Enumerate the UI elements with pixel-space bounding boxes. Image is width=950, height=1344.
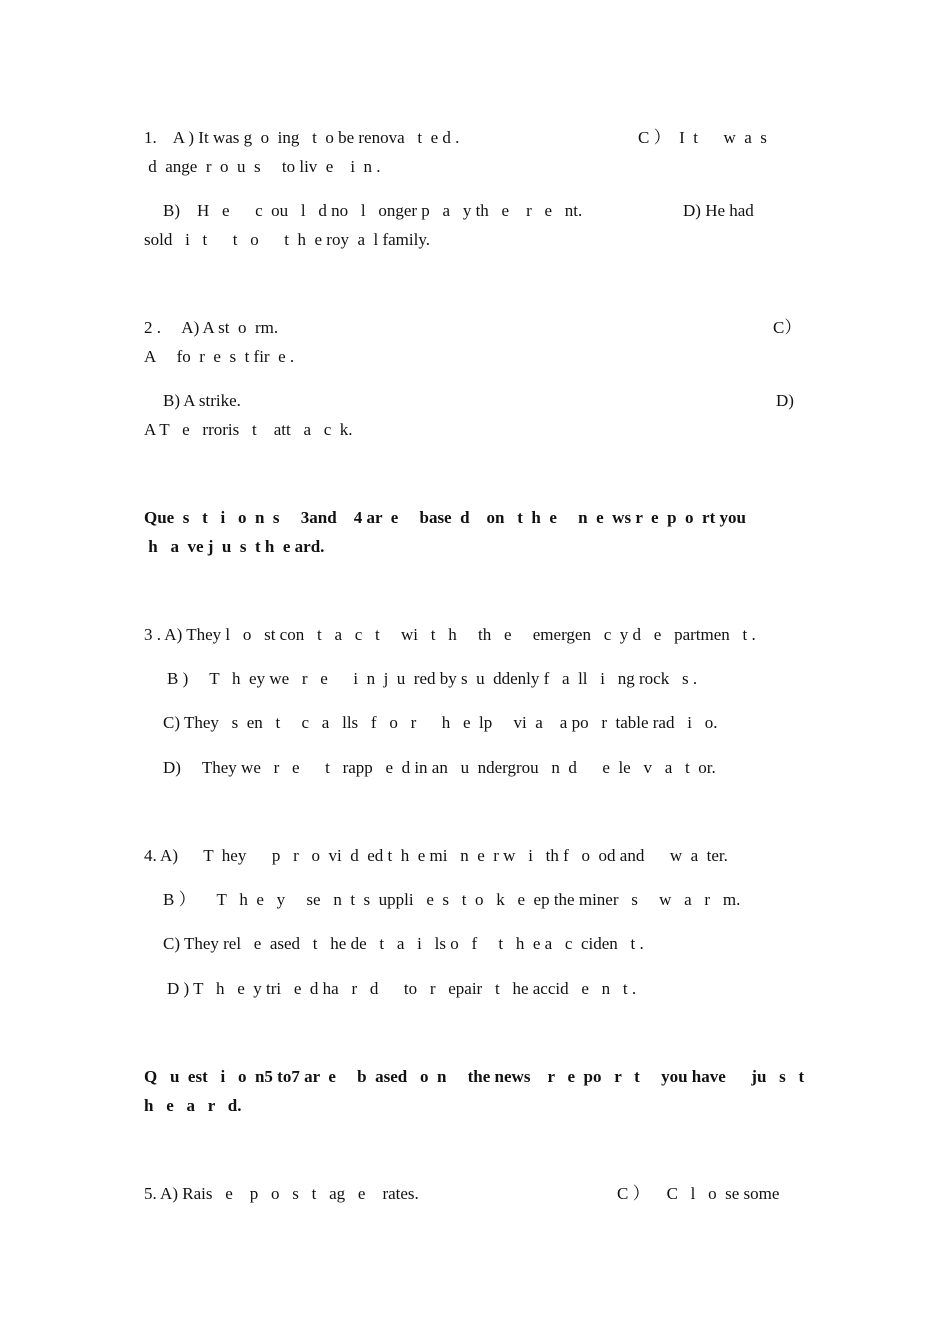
section-heading-q5-7: Q u est i o n5 to7 ar e b ased o n the news r e po r t you have ju s t [144, 1067, 805, 1086]
q1-option-c-cont: d ange r o u s to liv e i n . [144, 157, 381, 176]
q4-option-c: C) They rel e ased t he de t a i ls o f t h e a c ciden t . [163, 934, 644, 953]
q2-option-d-label: D) [776, 391, 794, 410]
q5-option-c: C ） C l o se some [617, 1184, 780, 1203]
q1-option-c: C ） I t w a s [638, 128, 767, 147]
q3-option-b: B ) T h ey we r e i n j u red by s u ddenly f a ll i ng rock s . [167, 669, 698, 688]
q4-option-d: D ) T h e y tri e d ha r d to r epair t he accid e n t . [167, 979, 637, 998]
q3-option-d: D) They we r e t rapp e d in an u ndergrou n d e le v a t or. [163, 758, 716, 777]
q3-option-a: 3 . A) They l o st con t a c t wi t h th e emergen c y d e partmen t . [144, 625, 756, 644]
q1-option-b: B) H e c ou l d no l onger p a y th e r e nt. [163, 201, 583, 220]
q4-option-b: B ） T h e y se n t s uppli e s t o k e ep the miner s w a r m. [163, 890, 741, 909]
q4-option-a: 4. A) T hey p r o vi d ed t h e mi n e r w i th f o od and w a ter. [144, 846, 728, 865]
q2-option-b: B) A strike. [163, 391, 241, 410]
q2-option-c: A fo r e s t fir e . [144, 347, 295, 366]
q2-option-d: A T e rroris t att a c k. [144, 420, 353, 439]
q2-option-a: 2 . A) A st o rm. [144, 318, 279, 337]
q1-option-a: 1. A ) It was g o ing t o be renova t e d . [144, 128, 460, 147]
q1-option-d: D) He had [683, 201, 754, 220]
q1-option-d-cont: sold i t t o t h e roy a l family. [144, 230, 430, 249]
section-heading-q3-4-cont: h a ve j u s t h e ard. [144, 537, 325, 556]
q5-option-a: 5. A) Rais e p o s t ag e rates. [144, 1184, 419, 1203]
section-heading-q5-7-cont: h e a r d. [144, 1096, 242, 1115]
q3-option-c: C) They s en t c a lls f o r h e lp vi a a po r table rad i o. [163, 713, 718, 732]
section-heading-q3-4: Que s t i o n s 3and 4 ar e base d on t h e n e ws r e p o rt you [144, 508, 746, 527]
q2-option-c-label: C） [773, 318, 802, 337]
